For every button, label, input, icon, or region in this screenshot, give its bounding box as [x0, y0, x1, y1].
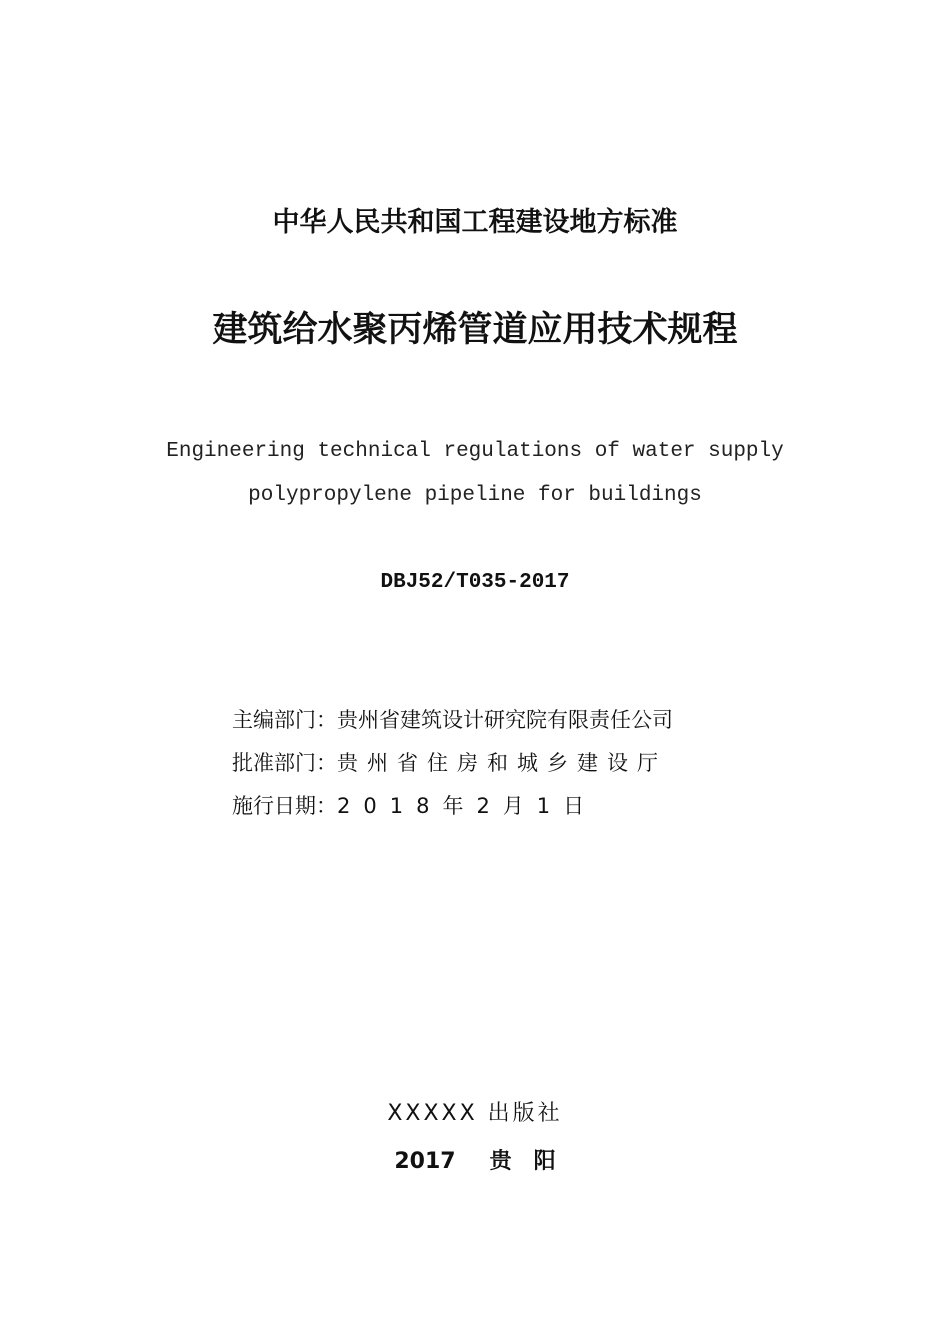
effective-date-value: 2018年2月1日 [337, 794, 598, 818]
standard-code: DBJ52/T035-2017 [380, 571, 570, 594]
imprint-city-char-2: 阳 [533, 1149, 556, 1174]
editor-line [232, 704, 673, 734]
imprint-city-char-1: 贵 [489, 1149, 512, 1174]
english-title-line-1: Engineering technical regulations of water supply [166, 440, 784, 463]
publisher-name: XXXXX 出版社 [387, 1101, 563, 1126]
editor-value: 贵州省建筑设计研究院有限责任公司 [337, 708, 673, 732]
imprint-year: 2017 [394, 1149, 456, 1174]
approver-line [232, 747, 667, 777]
approver-label: 批准部门： [232, 751, 337, 775]
approver-value: 贵州省住房和城乡建设厅 [337, 751, 667, 775]
effective-date-label: 施行日期： [232, 794, 337, 818]
series-title: 中华人民共和国工程建设地方标准 [272, 207, 678, 238]
editor-label: 主编部门： [232, 708, 337, 732]
main-title: 建筑给水聚丙烯管道应用技术规程 [212, 310, 738, 350]
effective-date-line [232, 790, 597, 820]
english-title-line-2: polypropylene pipeline for buildings [248, 484, 702, 507]
imprint-line [0, 1144, 950, 1175]
